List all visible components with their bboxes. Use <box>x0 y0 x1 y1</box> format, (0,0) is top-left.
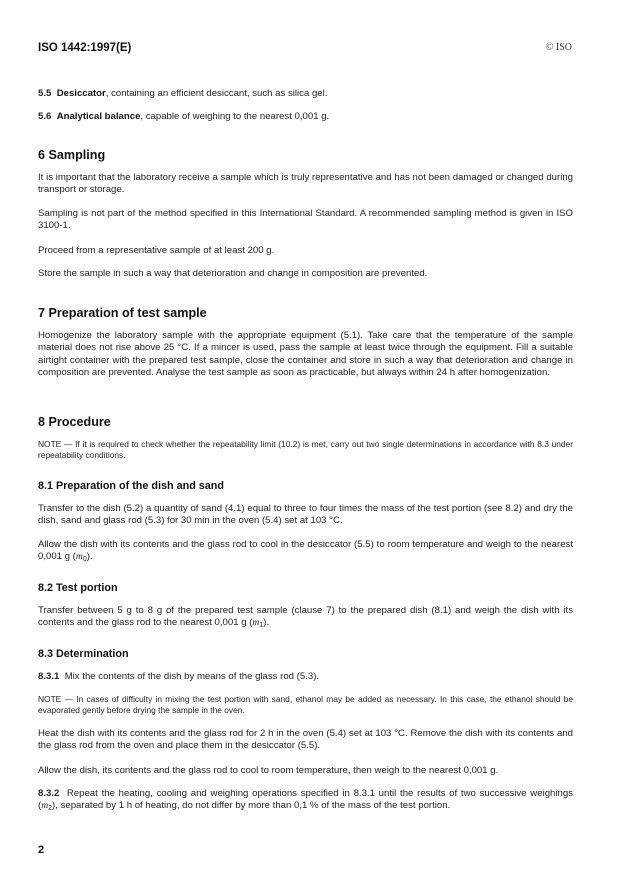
subsection-8-3-heading: 8.3 Determination <box>38 648 129 660</box>
subsection-8-2-paragraph <box>38 605 573 633</box>
text: ). <box>263 617 270 629</box>
clause-5-6 <box>38 111 573 123</box>
section-6-heading: 6 Sampling <box>38 148 106 162</box>
term: Analytical balance <box>56 111 141 122</box>
text: ). <box>86 551 93 563</box>
section-7-paragraph: Homogenize the laboratory sample with the appropriate equipment (5.1). Take care that the temperature of the sample material does not rise above 25 °C. If a mincer is used, pass the sample at least twice through the equipment. Fill a suitable airtight container with the prepared test sample, close the container and store in such a way that deterioration and change in composition are prevented. Analyse the test sample as soon as practicable, but always within 24 h after homogenization. <box>38 330 573 379</box>
clause-5-5 <box>38 88 573 100</box>
term: Desiccator <box>56 88 106 99</box>
page-number: 2 <box>38 844 45 856</box>
clause-text: Mix the contents of the dish by means of the glass rod (5.3). <box>64 671 320 682</box>
subsection-8-3-note: NOTE — In cases of difficulty in mixing the test portion with sand, ethanol may be added as necessary. In this case, the ethanol should be evaporated gently before drying the sample in the oven. <box>38 694 573 715</box>
text: Repeat the heating, cooling and weighing operations specified in 8.3.1 until the results of two successive weighings ( <box>38 788 573 812</box>
mass-subscript: 2 <box>48 805 53 813</box>
clause-text: , containing an efficient desiccant, such as silica gel. <box>105 88 328 99</box>
mass-symbol: m <box>252 617 260 629</box>
section-6-paragraph: It is important that the laboratory receive a sample which is truly representative and has not been damaged or changed during transport or storage. <box>38 172 573 196</box>
subsection-8-1-paragraph: Transfer to the dish (5.2) a quantity of sand (4.1) equal to three to four times the mass of the test portion (see 8.2) and dry the dish, sand and glass rod (5.3) for 30 min in the oven (5.4) set at 103 °C. <box>38 503 573 527</box>
section-6-paragraph: Store the sample in such a way that deterioration and change in composition are prevented. <box>38 268 428 279</box>
copyright-mark: © ISO <box>545 42 572 53</box>
clause-text: , capable of weighing to the nearest 0,001 g. <box>140 111 330 122</box>
text: Allow the dish with its contents and the glass rod to cool in the desiccator (5.5) to room temperature and weigh to the nearest 0,001 g ( <box>38 539 573 563</box>
section-6-paragraph: Sampling is not part of the method specified in this International Standard. A recommended sampling method is given in ISO 3100-1. <box>38 208 573 232</box>
clause-number: 8.3.1 <box>38 671 60 682</box>
mass-symbol: m <box>41 800 49 812</box>
clause-number: 8.3.2 <box>38 788 60 799</box>
text: ), separated by 1 h of heating, do not differ by more than 0,1 % of the mass of the test portion. <box>52 800 451 812</box>
subsection-8-1-paragraph <box>38 539 573 567</box>
subsection-8-2-heading: 8.2 Test portion <box>38 582 118 594</box>
standard-designation: ISO 1442:1997(E) <box>38 42 132 54</box>
clause-number: 5.5 <box>38 88 52 99</box>
section-8-note: NOTE — If it is required to check whether the repeatability limit (10.2) is met, carry out two single determinations in accordance with 8.3 under repeatability conditions. <box>38 439 573 460</box>
section-6-paragraph: Proceed from a representative sample of at least 200 g. <box>38 245 275 256</box>
section-8-heading: 8 Procedure <box>38 415 111 429</box>
mass-subscript: 0 <box>82 556 87 564</box>
clause-8-3-1 <box>38 671 573 683</box>
subsection-8-1-heading: 8.1 Preparation of the dish and sand <box>38 480 224 492</box>
clause-8-3-2 <box>38 788 573 816</box>
subsection-8-3-paragraph: Heat the dish with its contents and the glass rod for 2 h in the oven (5.4) set at 103 °C. Remove the dish with its contents and the glass rod from the oven and place them in the desiccator (5.5). <box>38 728 573 752</box>
clause-number: 5.6 <box>38 111 52 122</box>
section-7-heading: 7 Preparation of test sample <box>38 306 207 320</box>
text: Transfer between 5 g to 8 g of the prepared test sample (clause 7) to the prepared dish (8.1) and weigh the dish with its contents and the glass rod to the nearest 0,001 g ( <box>38 605 573 629</box>
mass-symbol: m <box>75 551 83 563</box>
subsection-8-3-paragraph: Allow the dish, its contents and the glass rod to cool to room temperature, then weigh to the nearest 0,001 g. <box>38 765 499 776</box>
mass-subscript: 1 <box>259 622 264 630</box>
